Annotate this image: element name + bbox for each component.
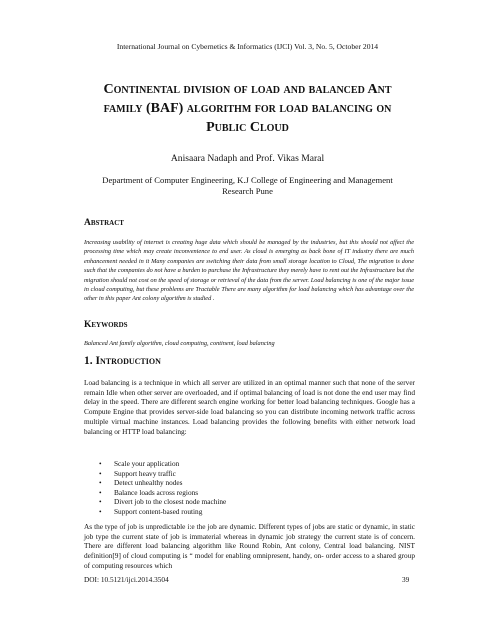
paper-title bbox=[60, 80, 435, 137]
doi: DOI: 10.5121/ijci.2014.3504 bbox=[84, 575, 169, 584]
bullet-icon: • bbox=[99, 459, 102, 468]
introduction-paragraph-2: As the type of job is unpredictable i:e the job are dynamic. Different types of jobs are static or dynamic, in static job type the current state of job is immaterial whereas in dynamic job strategy the current state is of concern. There are different load balancing algorithm like Round Robin, Ant colony, Central load balancing. NIST definition[9] of cloud computing is “ model for enabling omnipresent, handy, on- order access to a shared group of computing resources which bbox=[84, 522, 415, 570]
list-item: • Divert job to the closest node machine bbox=[99, 497, 227, 507]
list-item: • Support heavy traffic bbox=[99, 468, 176, 478]
affiliation bbox=[85, 175, 410, 197]
page-number: 39 bbox=[402, 575, 410, 584]
affiliation-line-1: Department of Computer Engineering, K.J College of Engineering and Management bbox=[102, 175, 393, 185]
benefits-list bbox=[99, 459, 226, 517]
abstract-heading: Abstract bbox=[84, 218, 124, 228]
affiliation-line-2: Research Pune bbox=[222, 186, 273, 196]
title-line-1: Continental division of load and balanced Ant bbox=[103, 82, 392, 97]
title-line-2: family (BAF) algorithm for load balancing on bbox=[103, 101, 392, 116]
bullet-icon: • bbox=[99, 487, 102, 497]
bullet-icon: • bbox=[99, 478, 102, 488]
list-item: • Detect unhealthy nodes bbox=[99, 478, 183, 488]
introduction-paragraph-1: Load balancing is a technique in which all server are utilized in an optimal manner such that none of the server remain Idle when other server are overloaded, and if optimal balancing of load is not done the end user may find delay in the speed. There are different search engine working for better load balancing techniques. Google has a Compute Engine that provides server-side load balancing so you can distribute incoming network traffic across multiple virtual machine instances. Load balancing provides the following benefits with either network load balancing or HTTP load balancing: bbox=[84, 378, 415, 436]
bullet-icon: • bbox=[99, 468, 102, 478]
keywords-heading: Keywords bbox=[84, 320, 128, 330]
introduction-heading: 1. Introduction bbox=[84, 355, 161, 367]
abstract-text: Increasing usability of internet is creating huge data which should be managed by the industries, but this should not affect the processing time which may create inconvenience to end user. As cloud is emerging as back bone of IT industry there are much enhancement needed in it Many companies are switching their data from small storage location to Cloud, The migration is done such that the companies do not have a burden to purchase the Infrastructure they merely have to rent out the Infrastructure but the migration should not cost on the speed of storage or retrieval of the data from the server. Load balancing is one of the major issue in cloud computing, but these problems are Tractable There are many algorithm for load balancing which has advantage over the other in this paper Ant colony algorithm is studied . bbox=[84, 239, 414, 303]
title-line-3: Public Cloud bbox=[206, 120, 289, 135]
bullet-icon: • bbox=[99, 506, 102, 516]
journal-header: International Journal on Cybernetics & Informatics (IJCI) Vol. 3, No. 5, October 2014 bbox=[116, 42, 379, 51]
list-item: • Balance loads across regions bbox=[99, 487, 199, 497]
list-item: • Scale your application bbox=[99, 459, 180, 468]
list-item: • Support content-based routing bbox=[99, 506, 203, 516]
keywords-text: Balanced Ant family algorithm, cloud computing, continent, load balancing bbox=[84, 340, 275, 347]
authors: Anisaara Nadaph and Prof. Vikas Maral bbox=[170, 153, 325, 164]
bullet-icon: • bbox=[99, 497, 102, 507]
